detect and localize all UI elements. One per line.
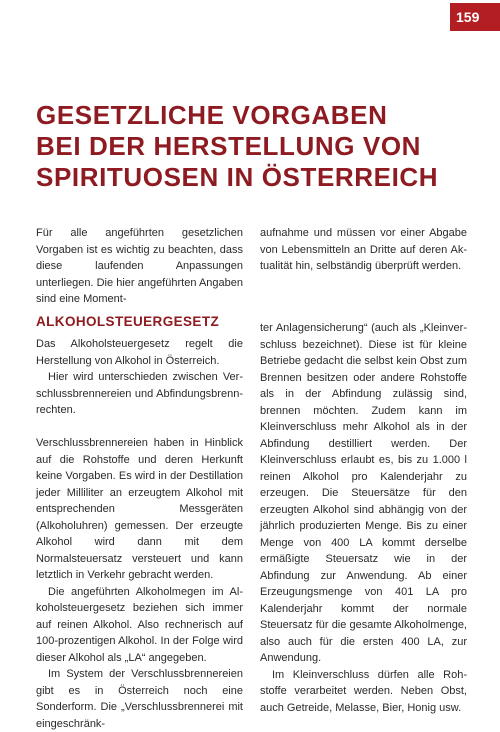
body-paragraph: ter Anlagensicherung“ (auch als „Kleinverschluss bezeichnet). Diese ist für kleine Betriebe gedacht die selbst kein Obst zum Brennen besitzen oder andere Rohstoffe als in der Abfindung zulässig sind, brennen möchten. Zudem kann im Kleinverschluss mehr Alkohol als in der Abfindung destilliert werden. Der Kleinverschluss erlaubt es, bis zu 1.000 l reinen Alkohol pro Kalenderjahr zu erzeugen. Die Steuersätze für den erzeugten Alkohol sind abhängig von der jährlich produzierten Menge. Bis zu einer Menge von 400 LA kommt derselbe ermäßigte Steuersatz wie in der Abfindung zur Anwendung. Ab einer Erzeugungsmenge von 401 LA pro Kalenderjahr kommt der normale Steuersatz für die gesamte Alkoholmenge, also auch für die ersten 400 LA, zur Anwendung. <box>260 322 467 664</box>
body-column-left <box>36 336 243 732</box>
title-line-2: BEI DER HERSTELLUNG VON <box>36 131 422 161</box>
section-heading: ALKOHOLSTEUERGESETZ <box>36 314 220 329</box>
body-paragraph: Im Kleinverschluss dürfen alle Rohstoffe verarbeitet werden. Neben Obst, auch Getreide, Melasse, Bier, Honig usw. <box>260 668 467 714</box>
title-line-3: SPIRITUOSEN IN ÖSTERREICH <box>36 162 439 192</box>
intro-column-left <box>36 225 243 308</box>
intro-paragraph-left: Für alle angeführten gesetzlichen Vorgaben ist es wichtig zu beachten, dass diese laufenden Anpassungen unterliegen. Die hier angeführten Angaben sind eine Moment- <box>36 227 243 305</box>
body-paragraph: Hier wird unterschieden zwischen Verschlussbrennereien und Abfindungsbrennrechten. <box>36 371 243 416</box>
body-paragraph: Im System der Verschlussbrennereien gibt es in Österreich noch eine Sonderform. Die „Verschlussbrennerei mit eingeschränk- <box>36 668 243 730</box>
body-column-right <box>260 320 467 716</box>
body-paragraph: Die angeführten Alkoholmegen im Alkoholsteuergesetz beziehen sich immer auf reinen Alkohol. Also rechnerisch auf 100-prozentigen Alkohol. In der Folge wird dieser Alkohol als „LA“ angegeben. <box>36 585 243 664</box>
intro-paragraph-right: aufnahme und müssen vor einer Abgabe von Lebensmitteln an Dritte auf deren Aktualität hin, selbständig überprüft werden. <box>260 227 467 272</box>
title-line-1: GESETZLICHE VORGABEN <box>36 100 388 130</box>
page-title <box>36 100 476 193</box>
page-number: 159 <box>450 3 500 31</box>
body-paragraph: Das Alkoholsteuergesetz regelt die Herstellung von Alkohol in Österreich. <box>36 338 243 367</box>
intro-column-right <box>260 225 467 275</box>
paragraph-gap <box>36 419 243 436</box>
body-paragraph: Verschlussbrennereien haben in Hinblick auf die Rohstoffe und deren Herkunft keine Vorgaben. Es wird in der Destillation jeder Milliliter an erzeugtem Alkohol mit entsprechenden Messgeräten (Alkoholuhren) gemessen. Der erzeugte Alkohol wird dann mit dem Normalsteuersatz versteuert und kann letztlich in Verkehr gebracht werden. <box>36 437 243 581</box>
